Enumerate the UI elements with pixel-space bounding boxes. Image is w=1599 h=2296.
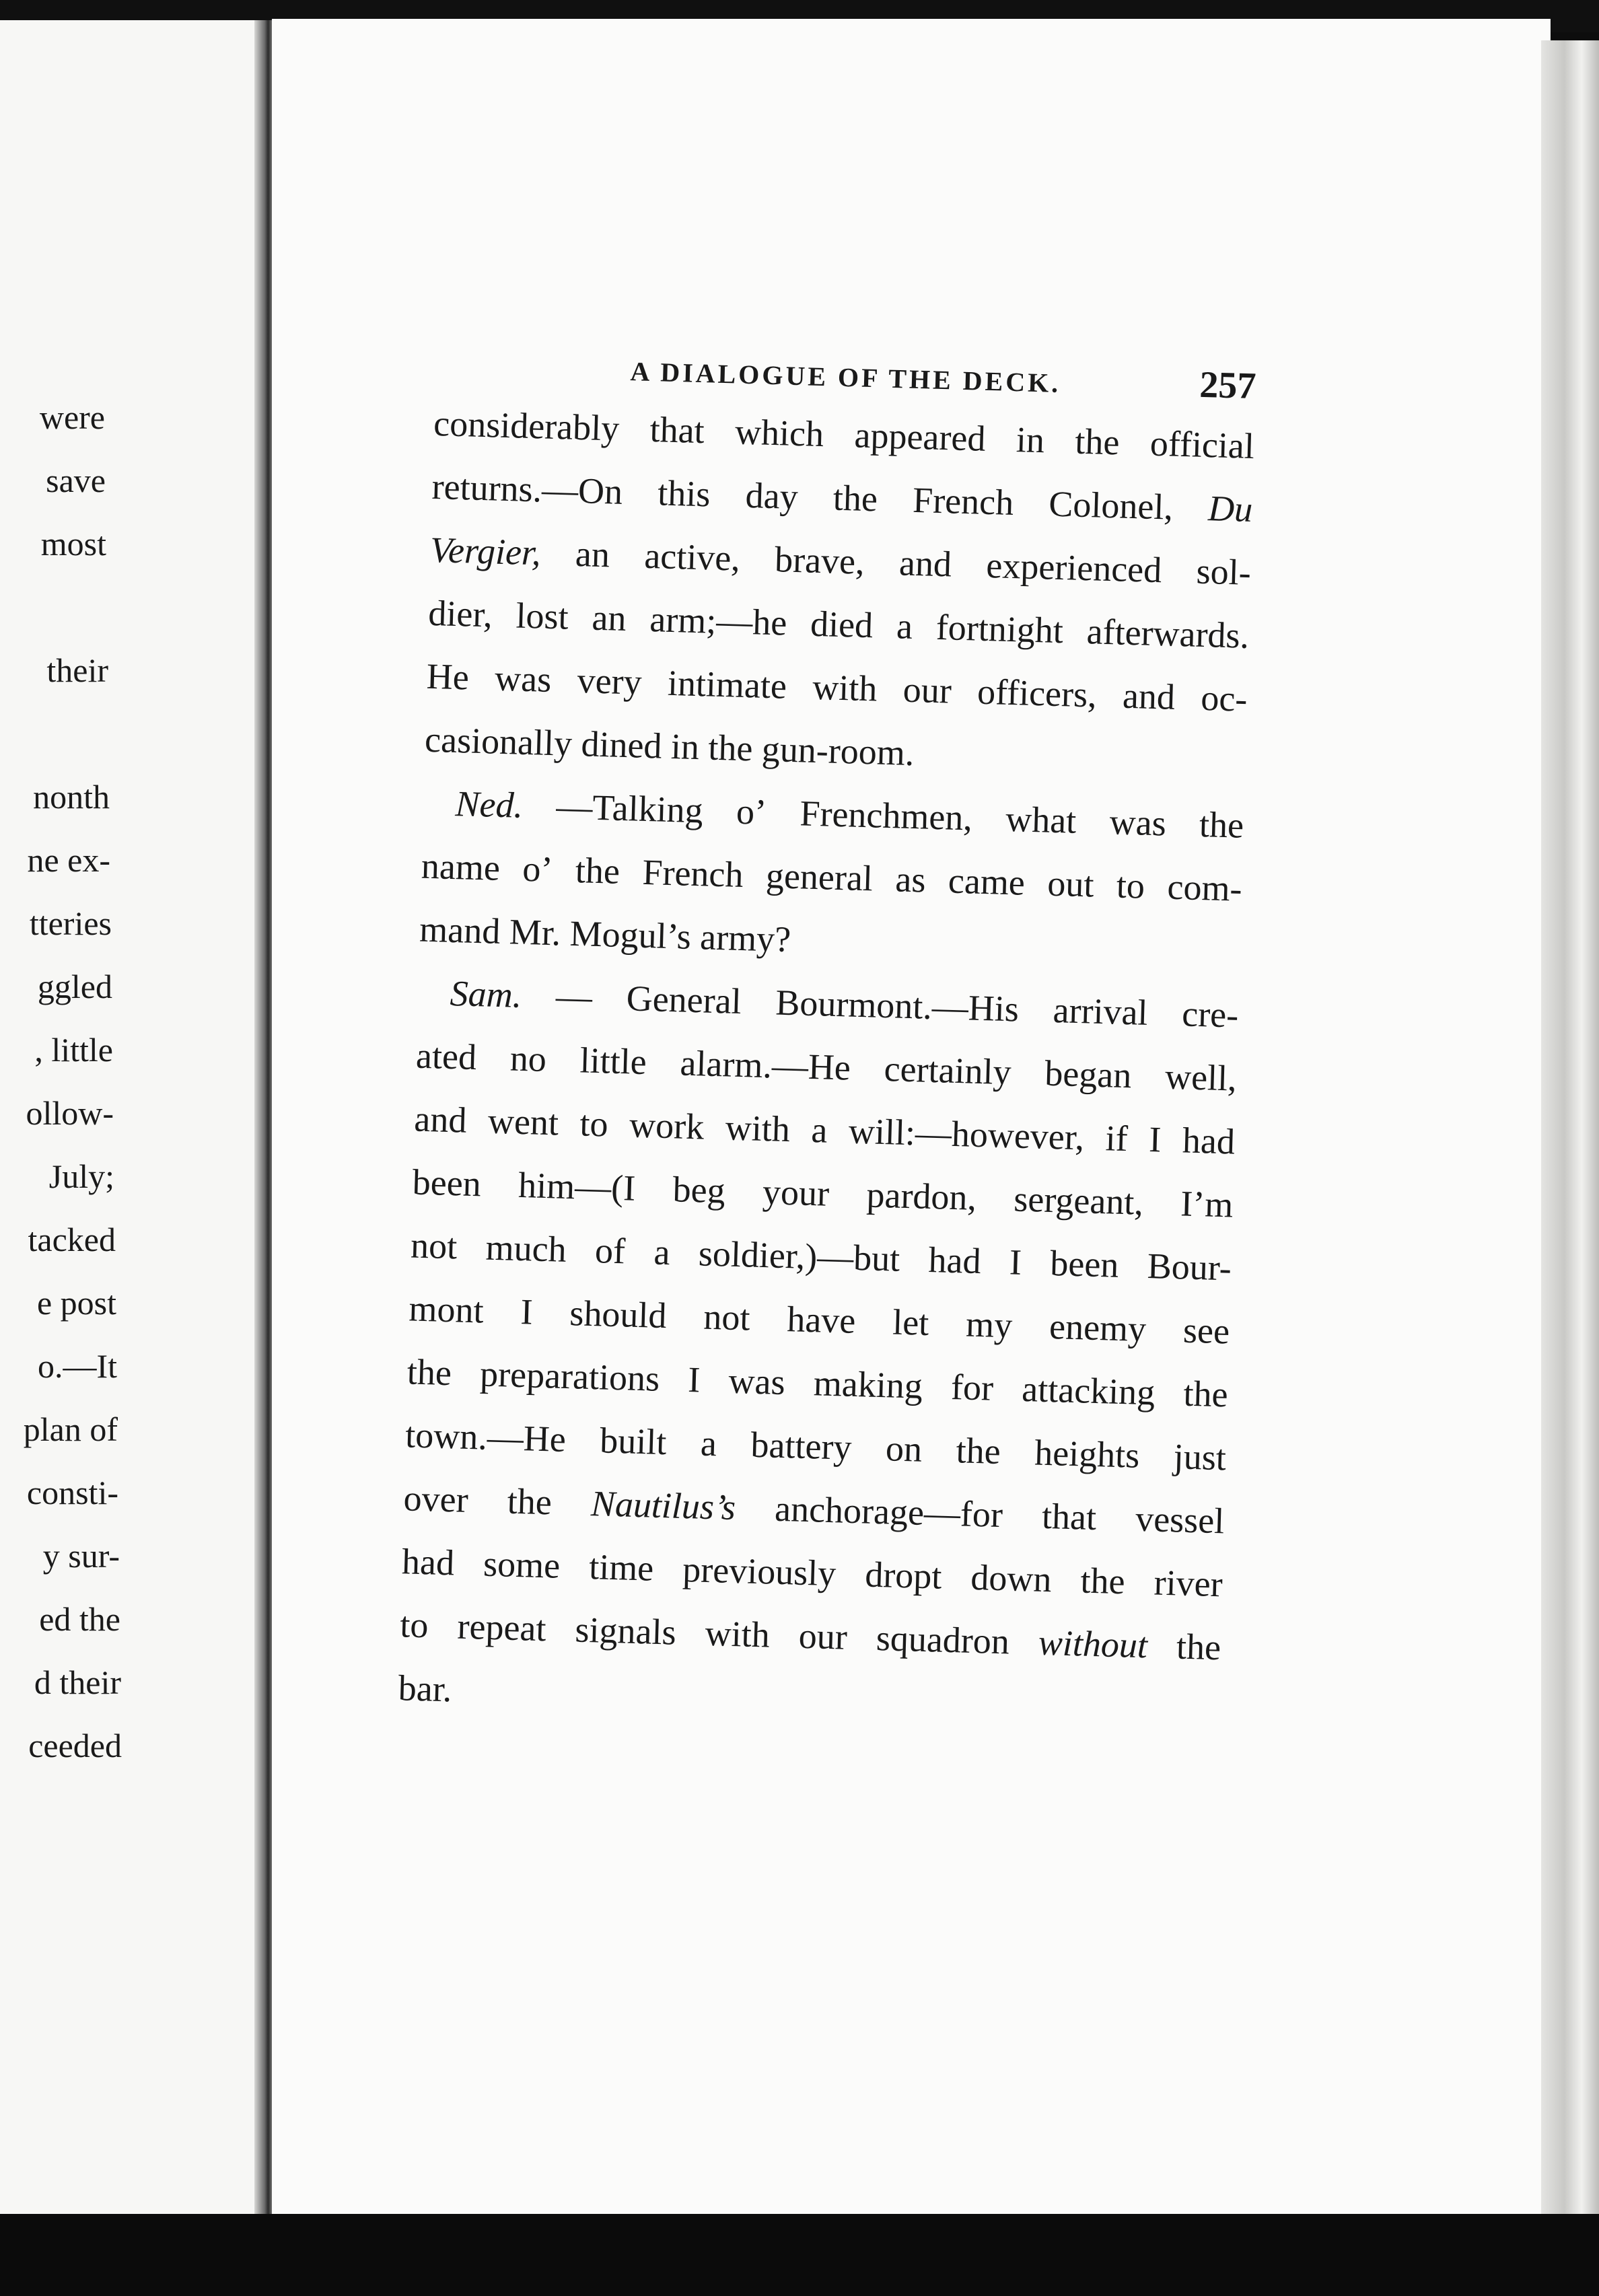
word: this (657, 472, 711, 515)
word: was (727, 1360, 786, 1403)
word: anchorage—for (774, 1488, 1003, 1536)
word: heights (1034, 1432, 1141, 1476)
word: of (594, 1230, 626, 1272)
word: the (1176, 1626, 1221, 1668)
word: little (579, 1040, 647, 1083)
word: appeared (853, 415, 987, 459)
previous-page-line: ollow- (26, 1094, 114, 1132)
word: day (744, 474, 799, 517)
previous-page-line: d their (34, 1663, 121, 1701)
word: preparations (479, 1353, 660, 1399)
word: dier, (427, 592, 493, 635)
previous-page-line: ed the (39, 1600, 120, 1638)
word: o’ (522, 848, 554, 890)
word: him—(I (518, 1164, 637, 1209)
word: your (762, 1172, 830, 1214)
word: the (1079, 1560, 1126, 1602)
word: river (1153, 1562, 1223, 1605)
word: a (896, 606, 913, 647)
running-title: A DIALOGUE OF THE DECK. (630, 356, 1061, 398)
word: well, (1164, 1056, 1238, 1099)
italic-word: Vergier, (429, 529, 542, 573)
previous-page-line: plan of (23, 1410, 118, 1448)
word: no (509, 1038, 547, 1079)
word: afterwards. (1086, 611, 1250, 656)
word: with (704, 1612, 771, 1655)
page-number: 257 (1199, 363, 1257, 408)
previous-page-line: ne ex- (27, 841, 110, 879)
word: casionally dined in the gun-room. (424, 719, 915, 774)
word: brave, (774, 539, 865, 582)
word: for (950, 1366, 994, 1408)
word: and (898, 542, 952, 585)
word: see (1182, 1310, 1230, 1352)
word: had (927, 1239, 982, 1282)
word: and (413, 1098, 468, 1141)
page-text-block (398, 336, 1257, 1742)
word: town.—He (404, 1414, 567, 1460)
word: beg (672, 1169, 726, 1211)
word: not (703, 1296, 751, 1338)
italic-word: Nautilus’s (590, 1483, 736, 1528)
word: the (955, 1430, 1001, 1472)
word: built (599, 1420, 668, 1463)
word: I’m (1180, 1183, 1234, 1225)
word: out (1046, 863, 1095, 905)
word: over (402, 1478, 469, 1520)
word: the (507, 1480, 553, 1523)
word: an (575, 533, 610, 575)
word: died (810, 603, 874, 646)
word: a (700, 1423, 717, 1464)
word: signals (574, 1609, 677, 1653)
word: —Talking (555, 786, 704, 831)
word: will:—however, (848, 1110, 1086, 1158)
word: certainly (883, 1048, 1012, 1093)
previous-page-line: , little (34, 1031, 113, 1069)
word: dropt (864, 1554, 943, 1597)
previous-page-line: ggled (37, 968, 112, 1005)
previous-page-line: were (39, 398, 105, 436)
word: a (810, 1110, 828, 1151)
word: sergeant, (1013, 1178, 1144, 1223)
previous-page-fragment (0, 20, 264, 2221)
word: was (1108, 801, 1167, 844)
italic-word: without (1038, 1622, 1148, 1666)
word: time (588, 1546, 655, 1589)
word: the (575, 850, 620, 892)
previous-page-line: tacked (28, 1221, 116, 1258)
word: name (421, 845, 501, 888)
word: arm;—he (649, 599, 788, 643)
previous-page-line: most (40, 525, 106, 563)
word: — (555, 976, 593, 1017)
word: alarm.—He (679, 1042, 851, 1088)
word: o’ (736, 791, 767, 832)
word: mont (408, 1288, 485, 1331)
word: attacking (1021, 1368, 1156, 1413)
word: officers, (976, 671, 1098, 715)
previous-page-line: ceeded (28, 1727, 122, 1764)
word: fortnight (935, 606, 1064, 651)
word: the (1199, 803, 1244, 846)
word: the (832, 477, 878, 519)
word: which (734, 411, 824, 455)
word: enemy (1049, 1306, 1147, 1350)
previous-page-line: their (46, 651, 108, 689)
word: battery (750, 1424, 853, 1468)
word: Colonel, (1048, 483, 1174, 528)
italic-word: Sam. (449, 972, 523, 1015)
word: should (569, 1293, 668, 1336)
word: com- (1166, 866, 1243, 909)
word: had (1182, 1120, 1236, 1162)
word: had (401, 1541, 455, 1583)
word: general (765, 855, 874, 899)
word: to (1116, 865, 1145, 906)
word: that (649, 408, 705, 452)
previous-page-line: o.—It (37, 1347, 117, 1385)
word: General (626, 978, 742, 1022)
word: repeat (456, 1606, 547, 1649)
word: what (1005, 798, 1077, 841)
word: in (1016, 419, 1045, 461)
word: soldier,)—but (698, 1233, 901, 1279)
body-text (398, 392, 1256, 1742)
word: I (1148, 1119, 1162, 1160)
word: returns.—On (431, 466, 623, 512)
word: oc- (1200, 677, 1248, 719)
word: work (629, 1104, 705, 1147)
word: previously (682, 1548, 837, 1594)
word: the (406, 1351, 452, 1394)
page-edge (1541, 40, 1599, 2214)
previous-page-line: consti- (26, 1474, 118, 1511)
word: as (894, 859, 927, 900)
word: intimate (667, 662, 787, 707)
previous-page-line: nonth (33, 778, 110, 816)
word: not (410, 1225, 458, 1267)
word: our (798, 1615, 848, 1657)
word: bar. (398, 1667, 453, 1710)
word: very (576, 660, 643, 703)
word: Bourmont.—His (775, 982, 1020, 1030)
word: came (948, 860, 1026, 903)
word: French (912, 479, 1015, 524)
previous-page-line: e post (36, 1284, 116, 1322)
word: Frenchmen, (799, 793, 973, 838)
word: active, (643, 535, 741, 579)
word: much (485, 1227, 567, 1270)
word: with (725, 1107, 791, 1150)
word: cre- (1181, 993, 1240, 1036)
word: I (687, 1359, 701, 1400)
word: on (885, 1428, 923, 1470)
word: lost (515, 595, 569, 637)
word: that (1041, 1495, 1097, 1538)
word: Bour- (1147, 1246, 1232, 1289)
previous-page-line: save (46, 462, 106, 499)
word: down (970, 1556, 1053, 1600)
word: and (1122, 675, 1176, 717)
word: the (1074, 421, 1121, 463)
previous-page-line: July; (48, 1157, 114, 1195)
previous-page-line: tteries (29, 904, 112, 942)
word: experienced (985, 544, 1163, 591)
word: an (591, 597, 627, 639)
word: our (902, 669, 952, 711)
word: sol- (1195, 550, 1252, 593)
word: to (579, 1103, 609, 1145)
word: ated (415, 1035, 477, 1078)
word: making (813, 1363, 923, 1406)
word: official (1149, 423, 1255, 467)
word: I (520, 1291, 534, 1332)
word: just (1173, 1436, 1227, 1478)
word: began (1044, 1052, 1133, 1096)
word: I (1009, 1242, 1022, 1283)
word: my (965, 1303, 1014, 1346)
word: mand Mr. Mogul’s army? (419, 908, 791, 960)
word: pardon, (865, 1174, 977, 1218)
word: have (786, 1299, 857, 1341)
word: was (494, 657, 553, 700)
word: been (412, 1161, 482, 1205)
word: He (426, 655, 470, 698)
word: if (1104, 1118, 1129, 1159)
word: some (483, 1543, 561, 1586)
word: considerably (433, 402, 620, 449)
word: a (653, 1231, 671, 1273)
word: French (641, 851, 744, 896)
word: vessel (1135, 1498, 1225, 1542)
word: the (1182, 1373, 1229, 1415)
word: let (892, 1301, 930, 1344)
word: been (1049, 1243, 1120, 1285)
word: arrival (1052, 989, 1149, 1033)
scan-border-bottom (0, 2214, 1599, 2296)
word: went (487, 1100, 559, 1143)
italic-word: Du (1207, 488, 1254, 530)
word: squadron (876, 1618, 1010, 1662)
word: with (812, 666, 878, 709)
word: to (399, 1604, 429, 1646)
italic-word: Ned. (454, 783, 524, 826)
previous-page-line: y sur- (42, 1537, 120, 1575)
